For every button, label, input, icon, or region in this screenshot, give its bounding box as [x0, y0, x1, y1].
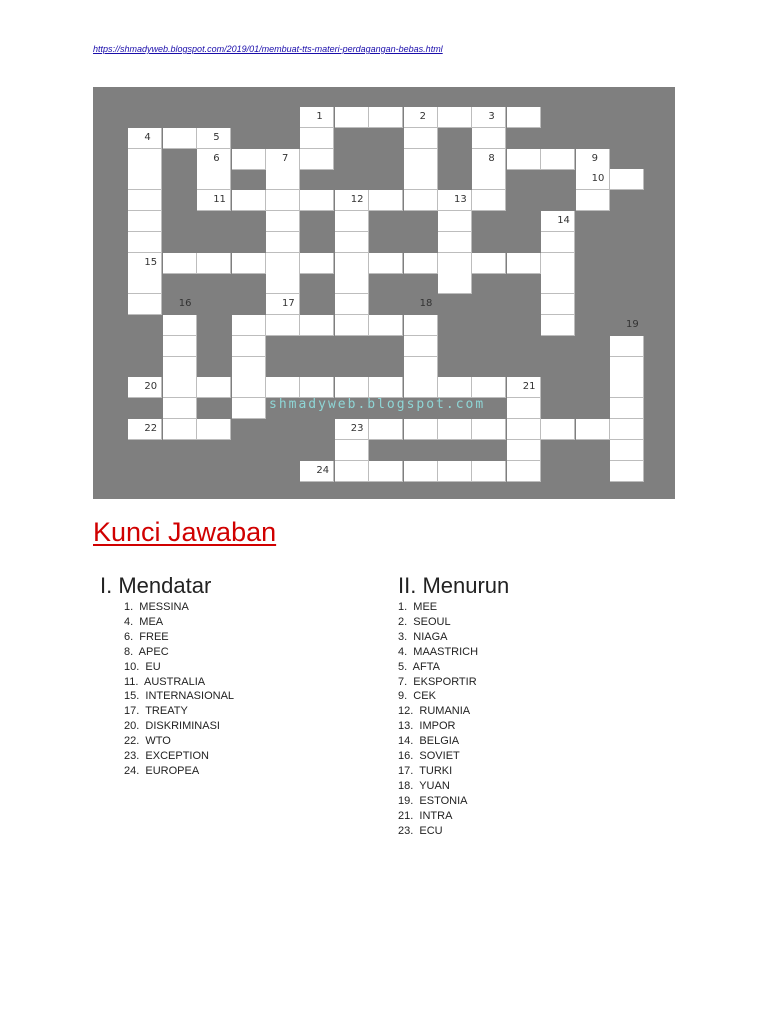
grid-cell[interactable]	[438, 273, 472, 294]
answer-item: 20. DISKRIMINASI	[124, 720, 220, 733]
grid-cell[interactable]	[507, 107, 541, 128]
grid-cell[interactable]	[232, 315, 266, 336]
grid-cell[interactable]	[404, 357, 438, 378]
grid-cell[interactable]	[335, 440, 369, 461]
answer-item: 16. SOVIET	[398, 750, 460, 763]
grid-cell[interactable]	[128, 232, 162, 253]
grid-cell[interactable]	[610, 440, 644, 461]
grid-cell[interactable]	[300, 315, 334, 336]
answer-item: 12. RUMANIA	[398, 705, 471, 718]
answer-item: 23. ECU	[398, 824, 443, 837]
grid-cell[interactable]	[266, 377, 300, 398]
crossword-grid	[93, 87, 675, 499]
grid-cell[interactable]	[369, 107, 403, 128]
grid-cell[interactable]	[541, 419, 575, 440]
grid-cell[interactable]	[335, 232, 369, 253]
grid-cell[interactable]	[369, 461, 403, 482]
clue-number: 5	[213, 131, 220, 143]
grid-cell[interactable]	[300, 128, 334, 149]
grid-cell[interactable]	[300, 149, 334, 170]
answer-item: 2. SEOUL	[398, 615, 451, 628]
grid-cell[interactable]	[610, 419, 644, 440]
grid-cell[interactable]	[335, 253, 369, 274]
grid-cell[interactable]	[300, 253, 334, 274]
grid-cell[interactable]	[335, 377, 369, 398]
grid-cell[interactable]	[335, 461, 369, 482]
answer-item: 1. MESSINA	[124, 601, 189, 613]
answer-item: 19. ESTONIA	[398, 794, 468, 807]
grid-cell[interactable]	[507, 461, 541, 482]
grid-cell[interactable]	[335, 315, 369, 336]
grid-cell[interactable]	[404, 128, 438, 149]
answer-item: 7. EKSPORTIR	[398, 675, 477, 688]
grid-cell[interactable]	[472, 253, 506, 274]
answer-item: 6. FREE	[124, 630, 169, 643]
grid-cell[interactable]	[128, 294, 162, 315]
grid-cell[interactable]	[163, 253, 197, 274]
clue-number: 10	[591, 173, 605, 185]
clue-number: 14	[557, 215, 570, 226]
grid-cell[interactable]	[472, 128, 506, 149]
grid-cell[interactable]	[610, 377, 644, 398]
clue-number: 17	[282, 298, 295, 310]
grid-cell[interactable]	[438, 461, 472, 482]
grid-cell[interactable]	[232, 357, 266, 378]
answer-item: 3. NIAGA	[398, 630, 448, 643]
grid-cell[interactable]	[266, 190, 300, 211]
answer-item: 9. CEK	[398, 690, 436, 703]
answer-item: 4. MAASTRICH	[398, 645, 479, 658]
grid-cell[interactable]	[541, 315, 575, 336]
grid-cell[interactable]	[163, 398, 197, 419]
grid-cell[interactable]	[266, 253, 300, 274]
grid-cell[interactable]	[576, 419, 610, 440]
clue-number: 19	[626, 319, 639, 330]
grid-cell[interactable]	[404, 419, 438, 440]
menurun-title: II. Menurun	[398, 573, 510, 598]
answer-item: 4. MEA	[124, 615, 164, 628]
clue-number: 15	[144, 256, 158, 268]
mendatar-title: I. Mendatar	[100, 573, 212, 598]
menurun-list	[398, 600, 478, 839]
answer-item: 24. EUROPEA	[124, 764, 200, 777]
clue-number: 9	[591, 152, 598, 164]
grid-cell[interactable]	[163, 377, 197, 398]
clue-number: 21	[522, 381, 536, 393]
grid-cell[interactable]	[507, 149, 541, 170]
grid-cell[interactable]	[438, 377, 472, 398]
grid-cell[interactable]	[438, 232, 472, 253]
grid-cell[interactable]	[300, 190, 334, 211]
answer-item: 14. BELGIA	[398, 735, 460, 748]
clue-number: 23	[350, 423, 364, 434]
grid-cell[interactable]	[163, 419, 197, 440]
grid-cell[interactable]	[541, 149, 575, 170]
grid-cell[interactable]	[232, 190, 266, 211]
grid-cell[interactable]	[335, 294, 369, 315]
grid-cell[interactable]	[197, 169, 231, 190]
clue-number: 1	[316, 111, 323, 122]
grid-cell[interactable]	[266, 169, 300, 190]
grid-cell[interactable]	[472, 377, 506, 398]
clue-number: 6	[213, 152, 220, 164]
grid-cell[interactable]	[197, 377, 231, 398]
grid-cell[interactable]	[438, 211, 472, 232]
grid-cell[interactable]	[266, 211, 300, 232]
answer-key-heading: Kunci Jawaban	[93, 517, 277, 547]
grid-cell[interactable]	[610, 169, 644, 190]
grid-cell[interactable]	[472, 169, 506, 190]
grid-cell[interactable]	[266, 232, 300, 253]
grid-cell[interactable]	[369, 315, 403, 336]
grid-cell[interactable]	[541, 273, 575, 294]
clue-number: 20	[144, 381, 158, 393]
grid-cell[interactable]	[369, 377, 403, 398]
clue-number: 16	[178, 298, 192, 310]
grid-cell[interactable]	[541, 253, 575, 274]
grid-cell[interactable]	[197, 419, 231, 440]
grid-cell[interactable]	[404, 461, 438, 482]
grid-cell[interactable]	[404, 336, 438, 357]
clue-number: 4	[144, 131, 151, 143]
grid-cell[interactable]	[128, 190, 162, 211]
grid-cell[interactable]	[576, 190, 610, 211]
answer-item: 22. WTO	[124, 735, 171, 748]
answer-item: 1. MEE	[398, 601, 438, 613]
answer-item: 17. TURKI	[398, 764, 453, 777]
grid-cell[interactable]	[610, 336, 644, 357]
grid-cell[interactable]	[369, 253, 403, 274]
clue-number: 12	[350, 194, 364, 206]
source-url-link[interactable]: https://shmadyweb.blogspot.com/2019/01/membuat-tts-materi-perdagangan-bebas.html	[93, 44, 443, 54]
answer-item: 10. EU	[124, 660, 161, 673]
grid-cell[interactable]	[404, 190, 438, 211]
grid-cell[interactable]	[369, 419, 403, 440]
grid-cell[interactable]	[163, 357, 197, 378]
answer-item: 8. APEC	[124, 645, 169, 658]
grid-cell[interactable]	[610, 461, 644, 482]
grid-cell[interactable]	[128, 273, 162, 294]
answer-item: 18. YUAN	[398, 779, 450, 792]
grid-cell[interactable]	[335, 273, 369, 294]
grid-cell[interactable]	[507, 253, 541, 274]
grid-cell[interactable]	[163, 128, 197, 149]
grid-cell[interactable]	[128, 211, 162, 232]
grid-cell[interactable]	[163, 336, 197, 357]
grid-cell[interactable]	[438, 419, 472, 440]
grid-cell[interactable]	[404, 149, 438, 170]
grid-cell[interactable]	[472, 190, 506, 211]
clue-number: 8	[488, 152, 495, 164]
clue-number: 22	[144, 423, 158, 434]
grid-cell[interactable]	[438, 253, 472, 274]
grid-cell[interactable]	[541, 294, 575, 315]
grid-cell[interactable]	[404, 315, 438, 336]
watermark: shmadyweb.blogspot.com	[269, 397, 486, 412]
answer-item: 13. IMPOR	[398, 720, 456, 733]
clue-number: 7	[282, 152, 289, 164]
answer-item: 15. INTERNASIONAL	[124, 690, 235, 703]
answer-item: 21. INTRA	[398, 809, 453, 822]
grid-cell[interactable]	[128, 149, 162, 170]
grid-cell[interactable]	[369, 190, 403, 211]
clue-number: 13	[454, 194, 467, 206]
clue-number: 24	[316, 464, 330, 476]
grid-cell[interactable]	[404, 377, 438, 398]
grid-cell[interactable]	[404, 169, 438, 190]
answer-item: 11. AUSTRALIA	[124, 675, 206, 688]
grid-cell[interactable]	[163, 315, 197, 336]
grid-cell[interactable]	[610, 357, 644, 378]
grid-cell[interactable]	[197, 253, 231, 274]
grid-cell[interactable]	[507, 398, 541, 419]
clue-number: 11	[213, 194, 226, 206]
grid-cell[interactable]	[232, 149, 266, 170]
grid-cell[interactable]	[541, 232, 575, 253]
clue-number: 3	[488, 111, 495, 122]
answer-item: 23. EXCEPTION	[124, 750, 209, 763]
grid-cell[interactable]	[335, 107, 369, 128]
grid-cell[interactable]	[232, 398, 266, 419]
clue-number: 2	[419, 111, 426, 122]
clue-number: 18	[419, 298, 433, 310]
answer-item: 5. AFTA	[398, 660, 440, 673]
grid-cell[interactable]	[335, 211, 369, 232]
grid-cell[interactable]	[472, 419, 506, 440]
grid-cell[interactable]	[507, 419, 541, 440]
grid-cell[interactable]	[404, 253, 438, 274]
grid-cell[interactable]	[610, 398, 644, 419]
grid-cell[interactable]	[266, 315, 300, 336]
grid-cell[interactable]	[232, 377, 266, 398]
answer-item: 17. TREATY	[124, 705, 188, 718]
grid-cell[interactable]	[472, 461, 506, 482]
mendatar-list	[124, 600, 234, 779]
grid-cell[interactable]	[438, 107, 472, 128]
grid-cell[interactable]	[300, 377, 334, 398]
grid-cell[interactable]	[232, 336, 266, 357]
grid-cell[interactable]	[507, 440, 541, 461]
grid-cell[interactable]	[128, 169, 162, 190]
grid-cell[interactable]	[266, 273, 300, 294]
grid-cell[interactable]	[232, 253, 266, 274]
